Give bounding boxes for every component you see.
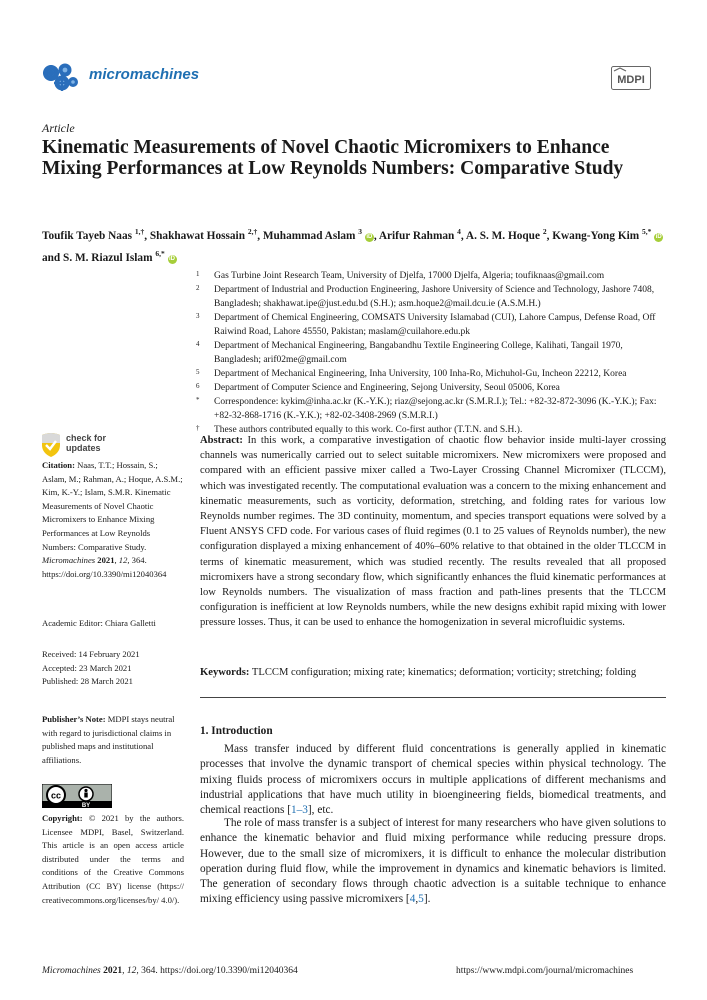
citation-link[interactable]: 4 [409,893,416,906]
publisher-note: Publisher’s Note: MDPI stays neutral with regard to jurisdictional claims in published maps and institutional affiliations. [42,714,175,765]
affiliation-item: 5 Department of Mechanical Engineering, Inha University, 100 Inha-Ro, Michuhol-Gu, Incheon 22212, Korea [196,368,627,379]
keywords-label: Keywords: [200,667,250,678]
orcid-icon[interactable]: iD [655,233,662,240]
journal-name[interactable]: micromachines [89,66,200,83]
copyright-notice: Copyright: © 2021 by the authors. Licensee MDPI, Basel, Switzerland. This article is an open access article distributed under the terms and conditions of the Creative Commons Attribution (CC BY) license (https:// creativecommons.org/licenses/by/ 4.0/). [42,813,184,905]
affiliation-item: 6 Department of Computer Science and Engineering, Sejong University, Seoul 05006, Korea [196,382,560,393]
keywords [200,665,666,680]
keywords-text: TLCCM configuration; mixing rate; kinematics; deformation; vorticity; stretching; folding [251,667,637,678]
intro-paragraph-2: The role of mass transfer is a subject of interest for many researchers who have given solutions to enhance the kinematic behavior and fluid mixing performance while reducing pressure drops. However, due to the small size of micromixers, it is difficult to enhance the molecular distribution operation during fluid flow, while the improvement in dynamics and kinematic behaviors is limited. The generation of secondary flows through chaotic advection is a suitable technique to enhance mixing efficiency using passive micromixers [4,5]. [200,817,666,906]
article-dates [42,648,184,689]
published-date: Published: 28 March 2021 [42,676,133,687]
cc-text: cc [50,790,62,801]
abstract [200,433,666,631]
author[interactable]: S. M. Riazul Islam $^{6,*}$ [63,248,165,264]
citation-link[interactable]: 5 [418,893,424,906]
footer-citation: Micromachines 2021, 12, 364. https://doi.org/10.3390/mi12040364 [42,966,298,976]
author[interactable]: Muhammad Aslam $^3$ [262,227,363,242]
by-text: BY [81,803,91,808]
equal-contribution-note: † These authors contributed equally to this work. Co-first author (T.T.N. and S.H.). [196,424,523,435]
mdpi-logo-text: MDPI [617,74,645,86]
author-list: Toufik Tayeb Naas $^{1,\dagger}$, Shakhawat Hossain $^{2,\dagger}$, Muhammad Aslam $^3$ iD , Arifur Rahman $^4$, A. S. M. Hoque $^2$, Kwang-Yong Kim $^{5,*}$ iD and S. M. Riazul Islam $^{6,*}$ iD [42,227,662,264]
footer-journal-url[interactable]: https://www.mdpi.com/journal/micromachines [456,966,634,976]
author[interactable]: A. S. M. Hoque $^2$ [465,227,547,242]
section-heading-introduction: 1. Introduction [200,725,273,737]
section-divider [200,697,666,698]
article-title: Kinematic Measurements of Novel Chaotic Micromixers to Enhance Mixing Performances at Low Reynolds Numbers: Comparative Study [42,137,624,179]
received-date: Received: 14 February 2021 [42,649,140,659]
article-type: Article [42,121,75,135]
affiliation-item: 3 Department of Chemical Engineering, COMSATS University Islamabad (CUI), Lahore Campus, Defense Road, Off Raiwind Road, Lahore 45550, Pakistan; maslam@cuilahore.edu.pk [196,312,656,337]
correspondence-item: * Correspondence: kykim@inha.ac.kr (K.-Y.K.); riaz@sejong.ac.kr (S.M.R.I.); Tel.: +82-32-872-3096 (K.-Y.K.); Fax: +82-32-868-1716 (K.-Y.K.); +82-02-3408-2969 (S.M.R.I.) [196,396,657,421]
affiliation-item: 1 Gas Turbine Joint Research Team, University of Djelfa, 17000 Djelfa, Algeria; toufiknaas@gmail.com [196,270,605,281]
author[interactable]: Shakhawat Hossain $^{2,\dagger}$ [149,227,258,242]
check-for-updates-label: check for updates [66,433,107,453]
citation-block: Citation: Naas, T.T.; Hossain, S.; Aslam, M.; Rahman, A.; Hoque, A.S.M.; Kim, K.-Y.; Islam, S.M.R. Kinematic Measurements of Novel Chaotic Micromixers to Enhance Mixing Performances at Low Reynolds Numbers: Comparative Study. Micromachines 2021, 12, 364. https://doi.org/10.3390/mi12040364 [42,460,183,579]
affiliation-item: 2 Department of Industrial and Production Engineering, Jashore University of Science and Technology, Jashore 7408, Bangladesh; shakhawat.ipe@just.edu.bd (S.H.); asm.hoque2@mail.dcu.ie (A.S.M.H.) [196,284,655,309]
check-for-updates-icon [40,432,62,458]
check-for-updates-button[interactable] [40,430,140,462]
intro-paragraph-1: Mass transfer induced by different fluid concentrations is generally applied in kinematic processes that involve the dynamic transport of chemical species within physical technology. The mixing fluids process of micromixers occurs in multiple applications of different mechanisms and industrial applications that have much utility in bioengineering fields, biomedical treatments, and chemical reactions [1–3], etc. [200,743,666,817]
affiliations [196,269,666,437]
author[interactable]: Kwang-Yong Kim $^{5,*}$ [552,227,652,242]
mdpi-logo-icon[interactable] [611,66,651,90]
affiliation-item: 4 Department of Mechanical Engineering, Bangabandhu Textile Engineering College, Kalihati, Tangail 1970, Bangladesh; arif02me@gmail.com [196,340,623,365]
abstract-label: Abstract: [200,435,243,446]
orcid-icon[interactable]: iD [366,233,373,240]
accepted-date: Accepted: 23 March 2021 [42,662,132,673]
orcid-icon[interactable]: iD [169,255,176,262]
gears-icon [40,60,80,94]
academic-editor: Academic Editor: Chiara Galletti [42,618,156,628]
cc-by-license-icon[interactable] [42,784,112,808]
citation-link[interactable]: 1–3 [290,804,308,817]
author[interactable]: Arifur Rahman $^4$ [378,227,461,242]
abstract-text: In this work, a comparative investigation of chaotic flow behavior inside multi-layer crossing channels was numerically carried out to select suitable micromixers. New micromixers were proposed and compared with an efficient passive mixer called a Two-Layer Crossing Channel Micromixer (TLCCM), which was investigated recently. The computational evaluation was a concern to the mixing enhancement and kinematic measurements, such as vorticity, deformation, stretching, and folding rates for various low Reynolds number regimes. The 3D continuity, momentum, and species transport equations were solved by a Fluent ANSYS CFD code. For various cases of fluid regimes (0.1 to 25 values of Reynolds number), the new configuration displayed a mixing enhancement of 40%–60% relative to that obtained in the older TLCCM in terms of kinematic measurement, which was studied recently. The results revealed that all proposed micromixers have a strong secondary flow, which significantly enhances the fluid kinematic performances at low Reynolds numbers. The visualization of mass fraction and path-lines presents that the TLCCM configuration is inefficient at low Reynolds numbers, while the new designs exhibit rapid mixing with lower pressure losses. Thus, it can be used to enhance the homogenization in several microfluidic systems. [200,435,666,629]
author[interactable]: Toufik Tayeb Naas $^{1,\dagger}$ [42,227,145,242]
